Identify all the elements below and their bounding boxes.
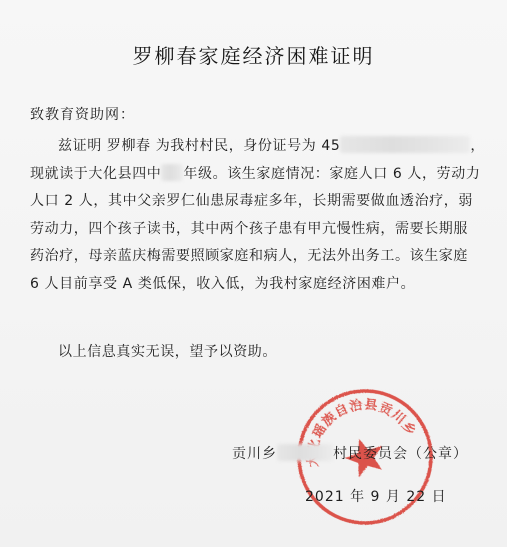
closing-paragraph	[30, 339, 492, 367]
body-line-3: 人口 2 人，其中父亲罗仁仙患尿毒症多年，长期需要做血透治疗，弱	[30, 193, 474, 209]
signature-line	[232, 443, 468, 463]
body-line-1	[30, 133, 492, 161]
body-line-1-end: ，	[470, 138, 485, 154]
body-paragraph	[30, 133, 492, 298]
redacted-grade	[161, 164, 183, 181]
redacted-id-number	[340, 136, 470, 153]
body-line-5: 药治疗，母亲蓝庆梅需要照顾家庭和病人，无法外出务工。该生家庭	[30, 248, 468, 264]
redacted-village-name	[277, 444, 333, 461]
salutation: 致教育资助网：	[30, 107, 135, 123]
document-date: 2021 年 9 月 22 日	[305, 489, 447, 505]
seal-ring-text: 大化瑶族自治县贡川乡	[310, 397, 419, 441]
document-title: 罗柳春家庭经济困难证明	[132, 44, 375, 68]
body-line-4: 劳动力，四个孩子读书，其中两个孩子患有甲亢慢性病，需要长期服	[30, 220, 468, 237]
signature-prefix: 贡川乡	[232, 446, 277, 462]
body-line-6: 6 人目前享受 A 类低保，收入低，为我村家庭经济困难户。	[30, 275, 416, 292]
body-line-2-end: 年级。该生家庭情况：家庭人口 6 人，劳动力	[183, 165, 481, 182]
body-line-2	[30, 161, 492, 189]
body-line-2-text: 现就读于大化县四中	[30, 165, 162, 182]
body-line-1-text: 兹证明 罗柳春 为我村村民，身份证号为 45	[58, 138, 341, 154]
closing-line: 以上信息真实无误，望予以资助。	[58, 344, 277, 360]
signature-suffix: 村民委员会（公章）	[333, 446, 468, 462]
